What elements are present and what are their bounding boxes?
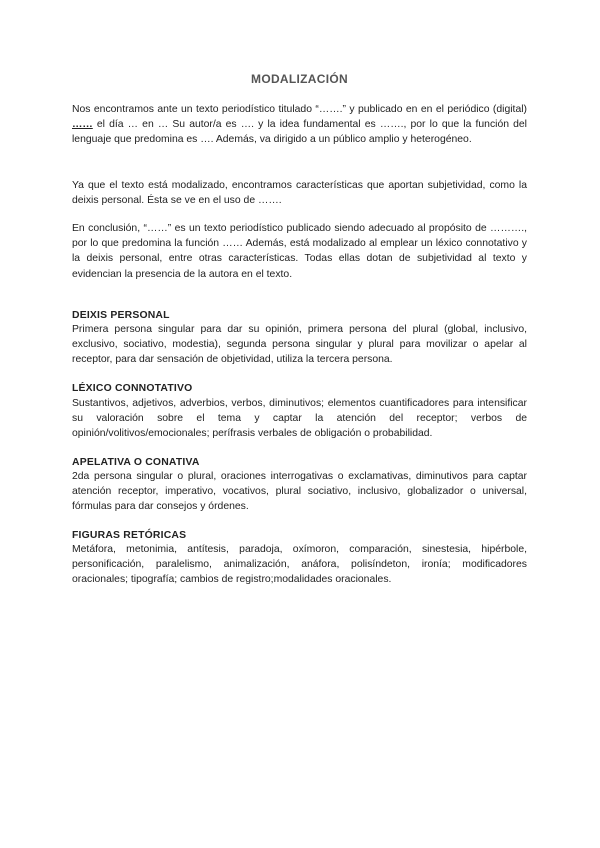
conclusion-paragraph: En conclusión, “……” es un texto periodístico publicado siendo adecuado al propósito de ………., por lo que predomina la función …… Además, está modalizado al emplear un léxico connotativo y la deixis personal, entre otras características. Todas ellas dotan de subjetividad al texto y evidencian la presencia de la autora en el texto.: [72, 223, 527, 280]
section-body-deixis: Primera persona singular para dar su opinión, primera persona del plural (global, inclusivo, exclusivo, sociativo, modestia), segunda persona singular y plural para movilizar o apelar al receptor, para dar sensación de objetividad, utiliza la tercera persona.: [72, 324, 527, 366]
section-body-lexico: Sustantivos, adjetivos, adverbios, verbos, diminutivos; elementos cuantificadores para intensificar su valoración sobre el tema y captar la atención del receptor; verbos de opinión/volitivos/emocionales; perífrasis verbales de obligación o probabilidad.: [72, 398, 527, 440]
section-body-apelativa: 2da persona singular o plural, oraciones interrogativas o exclamativas, diminutivos para captar atención receptor, imperativo, vocativos, plural sociativo, inclusivo, globalizador o universal, fórmulas para dar consejos y órdenes.: [72, 471, 527, 513]
document-title: MODALIZACIÓN: [251, 72, 348, 86]
section-heading-figuras: FIGURAS RETÓRICAS: [72, 530, 187, 541]
intro-underlined-blank: ……: [72, 119, 93, 131]
intro-paragraph: [72, 102, 527, 148]
section-heading-apelativa: APELATIVA O CONATIVA: [72, 457, 200, 468]
section-heading-deixis: DEIXIS PERSONAL: [72, 310, 170, 321]
section-heading-lexico: LÉXICO CONNOTATIVO: [72, 383, 193, 394]
intro-text-end: el día … en … Su autor/a es …. y la idea fundamental es ……., por lo que la función del lenguaje que predomina es …. Además, va dirigido a un público amplio y heterogéneo.: [72, 119, 527, 146]
intro-text-start: Nos encontramos ante un texto periodístico titulado “…….” y publicado en en el periódico (digital): [72, 104, 527, 115]
modalization-paragraph: Ya que el texto está modalizado, encontramos características que aportan subjetividad, como la deixis personal. Ésta se ve en el uso de …….: [72, 180, 527, 207]
section-body-figuras: Metáfora, metonimia, antítesis, paradoja, oxímoron, comparación, sinestesia, hipérbole, personificación, paralelismo, animalización, anáfora, polisíndeton, ironía; modificadores oracionales; tipografía; cambios de registro;modalidades oracionales.: [72, 544, 527, 586]
